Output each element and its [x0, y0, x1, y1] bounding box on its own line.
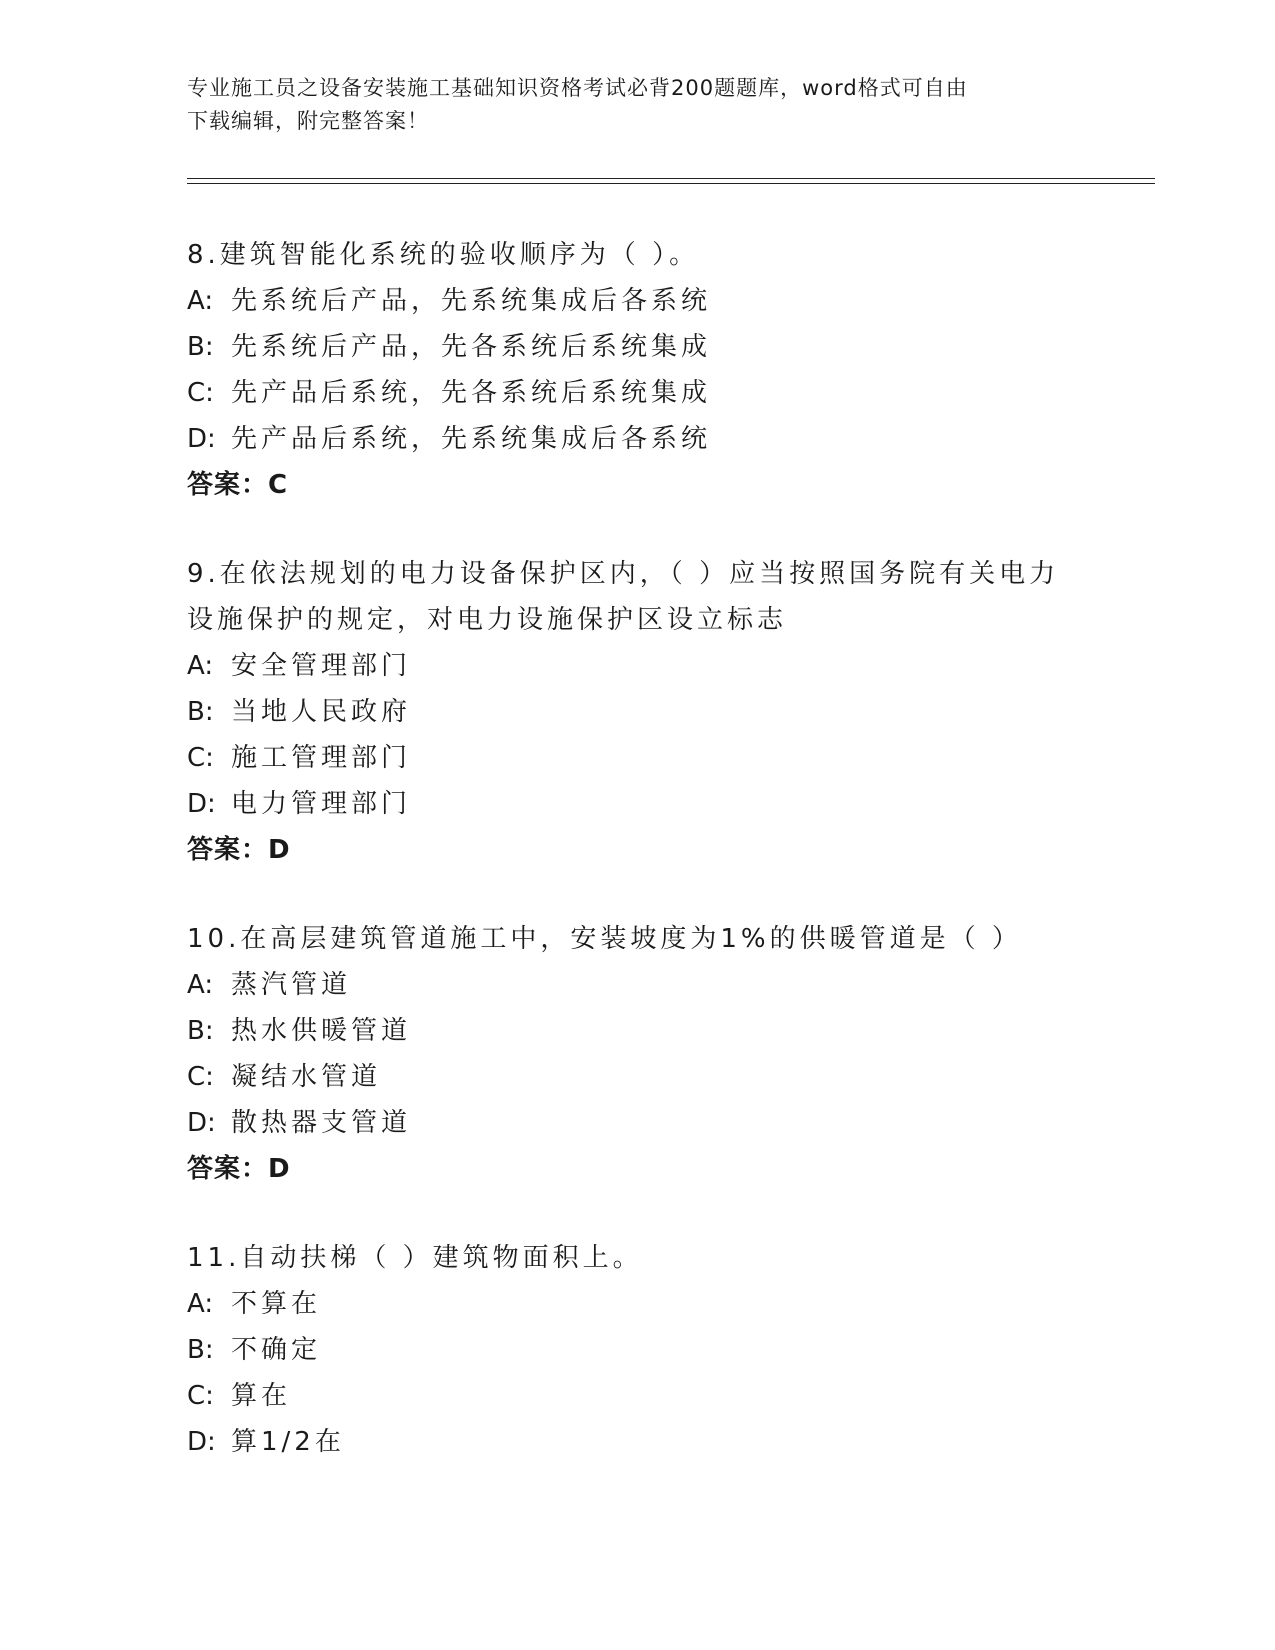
- option-text: 施工管理部门: [231, 743, 412, 773]
- header-divider-top: [187, 178, 1155, 179]
- option-b: [187, 1327, 1087, 1373]
- option-text: 热水供暖管道: [231, 1016, 412, 1046]
- option-letter: D:: [187, 424, 216, 454]
- question-stem: 10.在高层建筑管道施工中，安装坡度为1%的供暖管道是（ ）: [187, 924, 1022, 954]
- option-c: [187, 735, 1087, 781]
- option-letter: C:: [187, 743, 214, 773]
- question-stem: 11.自动扶梯（ ）建筑物面积上。: [187, 1243, 643, 1273]
- option-text: 先产品后系统，先系统集成后各系统: [231, 424, 712, 454]
- option-letter: B:: [187, 1016, 214, 1046]
- option-c: [187, 370, 1087, 416]
- answer-label: 答案：D: [187, 1154, 291, 1184]
- option-letter: D:: [187, 789, 216, 819]
- option-b: [187, 324, 1087, 370]
- option-a: [187, 962, 1087, 1008]
- option-text: 凝结水管道: [231, 1062, 382, 1092]
- option-text: 散热器支管道: [231, 1108, 412, 1138]
- option-letter: B:: [187, 1335, 214, 1365]
- option-text: 不算在: [231, 1289, 322, 1319]
- option-text: 电力管理部门: [231, 789, 412, 819]
- option-letter: A:: [187, 1289, 214, 1319]
- option-c: [187, 1373, 1087, 1419]
- header-line-1: 专业施工员之设备安装施工基础知识资格考试必背200题题库，word格式可自由: [187, 76, 968, 100]
- option-d: [187, 781, 1087, 827]
- question-8: [187, 232, 1087, 508]
- option-b: [187, 1008, 1087, 1054]
- option-a: [187, 1281, 1087, 1327]
- question-stem: 9.在依法规划的电力设备保护区内，（ ）应当按照国务院有关电力设施保护的规定，对电力设施保护区设立标志: [187, 559, 1060, 635]
- header-divider-bottom: [187, 183, 1155, 184]
- option-b: [187, 689, 1087, 735]
- option-letter: B:: [187, 332, 214, 362]
- option-letter: C:: [187, 378, 214, 408]
- option-letter: A:: [187, 286, 214, 316]
- answer-label: 答案：C: [187, 470, 289, 500]
- option-text: 算在: [231, 1381, 292, 1411]
- option-d: [187, 1100, 1087, 1146]
- option-text: 先产品后系统，先各系统后系统集成: [231, 378, 712, 408]
- option-text: 先系统后产品，先系统集成后各系统: [231, 286, 712, 316]
- option-letter: A:: [187, 651, 214, 681]
- option-text: 当地人民政府: [231, 697, 412, 727]
- option-d: [187, 416, 1087, 462]
- option-text: 蒸汽管道: [231, 970, 352, 1000]
- option-a: [187, 643, 1087, 689]
- option-d: [187, 1419, 1087, 1465]
- answer-label: 答案：D: [187, 835, 291, 865]
- option-letter: C:: [187, 1381, 214, 1411]
- option-c: [187, 1054, 1087, 1100]
- option-a: [187, 278, 1087, 324]
- document-header: [187, 72, 1067, 138]
- header-line-2: 下载编辑，附完整答案！: [187, 109, 429, 133]
- option-letter: B:: [187, 697, 214, 727]
- option-text: 安全管理部门: [231, 651, 412, 681]
- question-list: [187, 232, 1087, 1508]
- question-9: [187, 551, 1087, 873]
- option-text: 不确定: [231, 1335, 322, 1365]
- option-text: 算1/2在: [231, 1427, 345, 1457]
- option-letter: D:: [187, 1427, 216, 1457]
- question-11: [187, 1235, 1087, 1465]
- question-10: [187, 916, 1087, 1192]
- option-text: 先系统后产品，先各系统后系统集成: [231, 332, 712, 362]
- question-stem: 8.建筑智能化系统的验收顺序为（ ）。: [187, 240, 700, 270]
- option-letter: D:: [187, 1108, 216, 1138]
- option-letter: C:: [187, 1062, 214, 1092]
- option-letter: A:: [187, 970, 214, 1000]
